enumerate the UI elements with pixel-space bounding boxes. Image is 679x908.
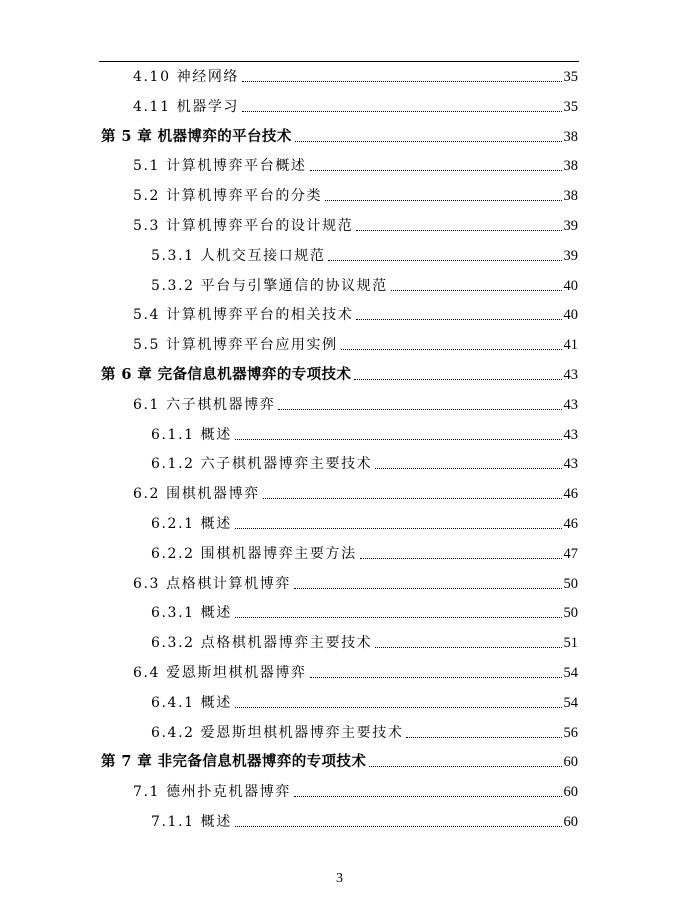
toc-leader-dots	[328, 259, 561, 261]
toc-entry-label: 第 5 章 机器博弈的平台技术	[101, 128, 292, 145]
toc-entry-page: 43	[563, 456, 578, 472]
toc-entry-label: 6.2 围棋机器博弈	[133, 486, 260, 502]
toc-entry[interactable]	[0, 64, 578, 86]
toc-entry[interactable]	[0, 511, 578, 533]
toc-entry-label: 5.1 计算机博弈平台概述	[133, 158, 307, 174]
toc-entry-label: 6.1 六子棋机器博弈	[133, 397, 276, 413]
toc-leader-dots	[406, 736, 561, 738]
toc-leader-dots	[242, 80, 561, 82]
toc-entry[interactable]	[0, 183, 578, 205]
toc-entry[interactable]	[0, 749, 578, 771]
toc-entry-page: 35	[563, 99, 578, 115]
toc-leader-dots	[369, 765, 561, 767]
toc-entry[interactable]	[0, 213, 578, 235]
toc-entry-page: 39	[563, 248, 578, 264]
toc-entry-page: 38	[563, 129, 578, 145]
toc-entry[interactable]	[0, 809, 578, 831]
toc-entry[interactable]	[0, 630, 578, 652]
toc-entry-page: 56	[563, 725, 578, 741]
page-number: 3	[336, 871, 343, 886]
toc-entry-page: 46	[563, 486, 578, 502]
toc-leader-dots	[295, 140, 562, 142]
toc-entry[interactable]	[0, 779, 578, 801]
toc-leader-dots	[242, 110, 561, 112]
toc-entry-label: 5.5 计算机博弈平台应用实例	[133, 337, 338, 353]
toc-entry-page: 40	[563, 307, 578, 323]
toc-leader-dots	[325, 199, 561, 201]
toc-entry[interactable]	[0, 124, 578, 146]
toc-entry[interactable]	[0, 600, 578, 622]
toc-entry-label: 6.1.2 六子棋机器博弈主要技术	[151, 456, 373, 472]
toc-leader-dots	[278, 408, 561, 410]
header-rule	[99, 61, 579, 62]
toc-entry[interactable]	[0, 94, 578, 116]
toc-leader-dots	[294, 587, 562, 589]
toc-leader-dots	[310, 169, 562, 171]
toc-entry-label: 4.11 机器学习	[133, 99, 240, 115]
toc-entry[interactable]	[0, 571, 578, 593]
toc-entry-label: 5.3.2 平台与引擎通信的协议规范	[151, 278, 388, 294]
toc-leader-dots	[356, 229, 561, 231]
toc-entry-page: 60	[563, 754, 578, 770]
toc-leader-dots	[354, 378, 561, 380]
toc-entry-page: 51	[563, 635, 578, 651]
toc-entry-label: 6.1.1 概述	[151, 427, 232, 443]
toc-entry[interactable]	[0, 690, 578, 712]
toc-entry-label: 5.3 计算机博弈平台的设计规范	[133, 218, 354, 234]
toc-entry[interactable]	[0, 720, 578, 742]
toc-entry-label: 6.4.2 爱恩斯坦棋机器博弈主要技术	[151, 725, 404, 741]
toc-entry-page: 50	[563, 576, 578, 592]
toc-entry-label: 6.3.2 点格棋机器博弈主要技术	[151, 635, 373, 651]
toc-entry-page: 47	[563, 546, 578, 562]
toc-entry-label: 6.4 爱恩斯坦棋机器博弈	[133, 665, 307, 681]
toc-leader-dots	[360, 557, 562, 559]
toc-entry-page: 50	[563, 605, 578, 621]
toc-entry-label: 5.3.1 人机交互接口规范	[151, 248, 326, 264]
toc-entry[interactable]	[0, 451, 578, 473]
toc-entry[interactable]	[0, 541, 578, 563]
toc-leader-dots	[375, 646, 561, 648]
toc-entry-page: 40	[563, 278, 578, 294]
toc-entry[interactable]	[0, 660, 578, 682]
toc-leader-dots	[263, 497, 562, 499]
toc-entry-page: 43	[563, 427, 578, 443]
toc-leader-dots	[294, 795, 562, 797]
toc-entry-label: 6.3 点格棋计算机博弈	[133, 576, 291, 592]
toc-entry-label: 7.1.1 概述	[151, 814, 232, 830]
toc-entry[interactable]	[0, 243, 578, 265]
toc-entry-page: 46	[563, 516, 578, 532]
toc-leader-dots	[341, 348, 562, 350]
toc-entry-label: 6.2.1 概述	[151, 516, 232, 532]
toc-entry[interactable]	[0, 481, 578, 503]
toc-entry[interactable]	[0, 332, 578, 354]
toc-entry-page: 39	[563, 218, 578, 234]
toc-leader-dots	[391, 289, 562, 291]
toc-entry-label: 6.4.1 概述	[151, 695, 232, 711]
toc-entry-page: 43	[563, 397, 578, 413]
toc-entry[interactable]	[0, 273, 578, 295]
toc-entry-page: 54	[563, 695, 578, 711]
toc-entry[interactable]	[0, 362, 578, 384]
toc-leader-dots	[235, 706, 562, 708]
toc-entry-label: 7.1 德州扑克机器博弈	[133, 784, 291, 800]
toc-entry[interactable]	[0, 153, 578, 175]
toc-entry-page: 60	[563, 784, 578, 800]
toc-leader-dots	[235, 438, 562, 440]
toc-entry-page: 38	[563, 188, 578, 204]
toc-entry-label: 5.4 计算机博弈平台的相关技术	[133, 307, 354, 323]
toc-leader-dots	[310, 676, 562, 678]
toc-entry-page: 35	[563, 69, 578, 85]
toc-leader-dots	[235, 825, 562, 827]
toc-entry-page: 41	[563, 337, 578, 353]
toc-entry-label: 5.2 计算机博弈平台的分类	[133, 188, 323, 204]
toc-entry-label: 第 6 章 完备信息机器博弈的专项技术	[101, 366, 352, 383]
toc-entry-label: 4.10 神经网络	[133, 69, 240, 85]
toc-entry-page: 54	[563, 665, 578, 681]
toc-entry-page: 43	[563, 367, 578, 383]
toc-leader-dots	[235, 527, 562, 529]
toc-entry-label: 6.3.1 概述	[151, 605, 232, 621]
toc-entry[interactable]	[0, 302, 578, 324]
toc-entry[interactable]	[0, 422, 578, 444]
toc-entry-label: 6.2.2 围棋机器博弈主要方法	[151, 546, 357, 562]
toc-entry-page: 38	[563, 158, 578, 174]
toc-entry-page: 60	[563, 814, 578, 830]
toc-leader-dots	[235, 616, 562, 618]
toc-entry-label: 第 7 章 非完备信息机器博弈的专项技术	[101, 753, 367, 770]
toc-entry[interactable]	[0, 392, 578, 414]
toc-leader-dots	[356, 318, 561, 320]
toc-leader-dots	[375, 467, 561, 469]
